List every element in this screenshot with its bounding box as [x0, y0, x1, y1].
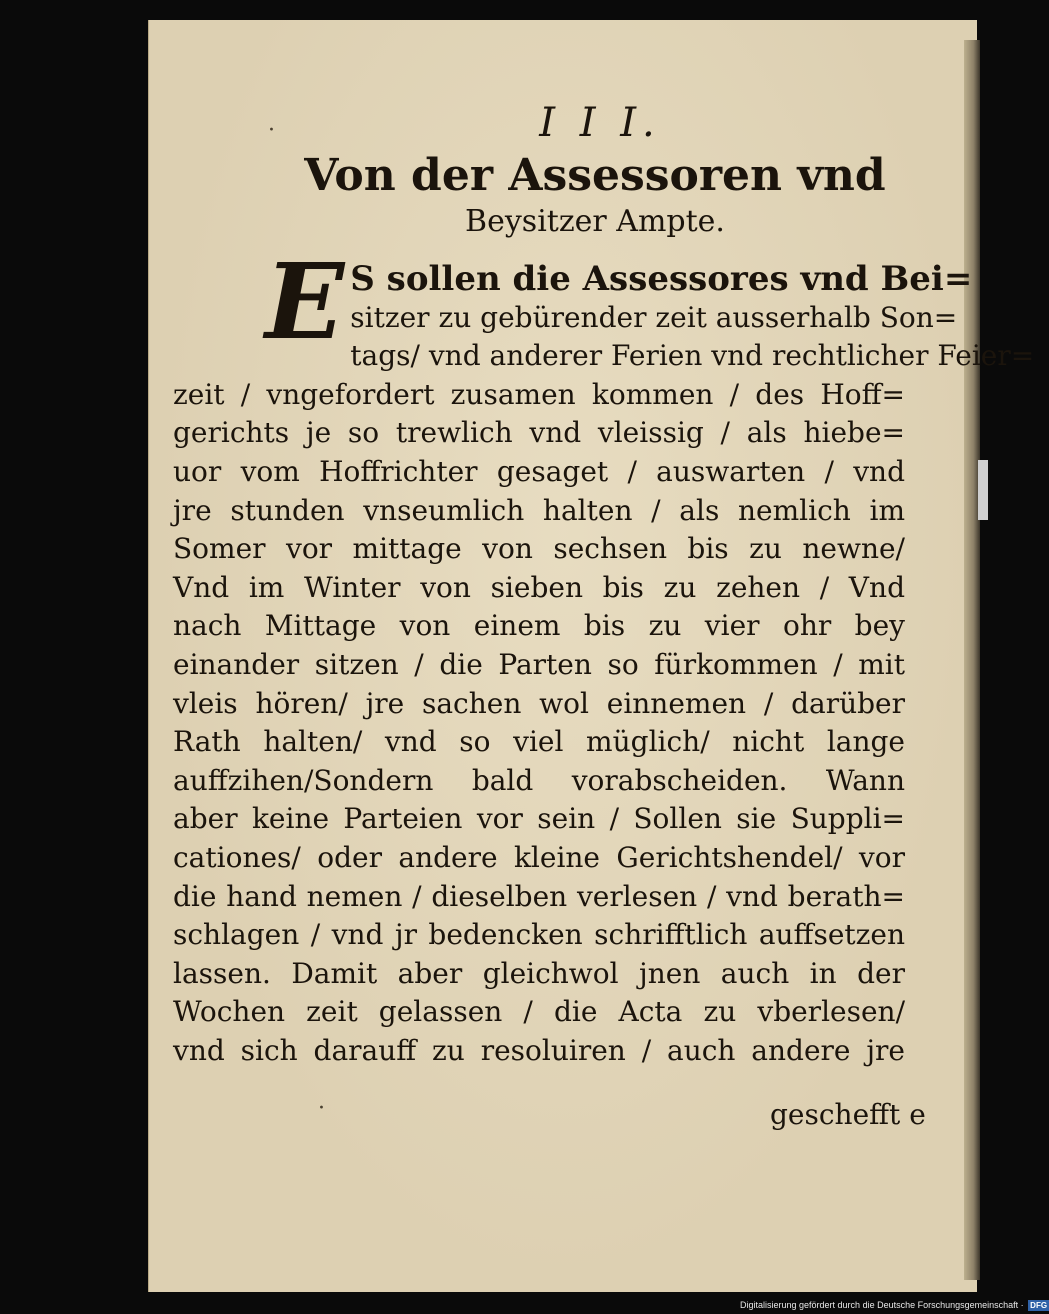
text-line: zeit / vngefordert zusamen kommen / des Hoff= [173, 377, 905, 411]
text-line: Rath halten/ vnd so viel müglich/ nicht lange [173, 725, 905, 759]
text-line: vnd sich darauff zu resoluiren / auch andere jre [173, 1033, 905, 1067]
text-line: schlagen / vnd jr bedencken schrifftlich auffsetzen [173, 918, 905, 952]
catchword: geschefft e [770, 1098, 926, 1131]
speck: · [318, 1096, 325, 1121]
text-line: gerichts je so trewlich vnd vleissig / als hiebe= [173, 416, 905, 450]
text-line: Vnd im Winter von sieben bis zu zehen / Vnd [173, 570, 905, 604]
text-line: aber keine Parteien vor sein / Sollen sie Suppli= [173, 802, 905, 836]
chapter-title-line-1: Von der Assessoren vnd [304, 150, 886, 201]
text-line: cationes/ oder andere kleine Gerichtshendel/ vor [173, 840, 905, 874]
chapter-number: I I I. [539, 100, 661, 146]
page-edge [964, 40, 980, 1280]
chapter-title-line-2: Beysitzer Ampte. [465, 204, 725, 239]
page-marker-tab [978, 460, 988, 520]
drop-cap-initial: E [265, 240, 345, 363]
speck: · [268, 118, 275, 143]
digitization-credit [740, 1298, 1048, 1312]
text-line: einander sitzen / die Parten so fürkommen / mit [173, 647, 905, 681]
body-text [173, 240, 1035, 1070]
dfg-logo: DFG [1030, 1301, 1048, 1310]
text-line: jre stunden vnseumlich halten / als nemlich im [173, 493, 905, 527]
text-line: vleis hören/ jre sachen wol einnemen / darüber [173, 686, 905, 720]
page-text [173, 100, 1035, 1070]
text-line: S sollen die Assessores vnd Bei= [350, 259, 973, 299]
text-line: lassen. Damit aber gleichwol jnen auch in der [173, 956, 905, 990]
text-line: sitzer zu gebürender zeit ausserhalb Son= [350, 300, 958, 334]
text-line: nach Mittage von einem bis zu vier ohr bey [173, 609, 905, 643]
text-line: die hand nemen / dieselben verlesen / vnd berath= [173, 879, 905, 913]
text-line: tags/ vnd anderer Ferien vnd rechtlicher Feier= [350, 339, 1035, 373]
credit-text: Digitalisierung gefördert durch die Deutsche Forschungsgemeinschaft · [740, 1300, 1024, 1310]
text-line: uor vom Hoffrichter gesaget / auswarten / vnd [173, 454, 905, 488]
text-line: Somer vor mittage von sechsen bis zu newne/ [173, 532, 905, 566]
text-line: auffzihen/Sondern bald vorabscheiden. Wann [173, 763, 905, 797]
text-line: Wochen zeit gelassen / die Acta zu vberlesen/ [173, 995, 905, 1029]
